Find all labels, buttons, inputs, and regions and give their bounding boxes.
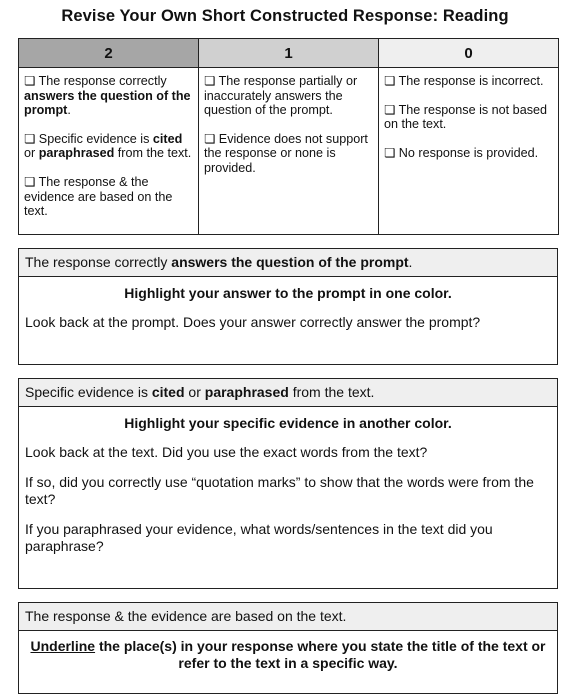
criterion-text: The response & the evidence are based on the text. xyxy=(24,174,173,219)
criterion-text-end: . xyxy=(67,103,71,118)
question-text: If so, did you correctly use “quotation marks” to show that the words were from the text? xyxy=(25,474,534,507)
section-body xyxy=(19,314,557,331)
criterion-not-based xyxy=(384,103,554,132)
header-text-end: . xyxy=(408,254,413,270)
criterion-text: The response partially or inaccurately answers the question of the prompt. xyxy=(204,74,358,118)
checkbox-icon: ❏ xyxy=(204,131,216,146)
criterion-text: No response is provided. xyxy=(398,145,539,160)
criterion-text: The response is incorrect. xyxy=(398,74,544,88)
header-text: Specific evidence is xyxy=(25,384,152,400)
rubric-col-0 xyxy=(379,68,559,235)
checkbox-icon: ❏ xyxy=(384,145,396,160)
checkbox-icon: ❏ xyxy=(384,102,396,117)
criterion-partial xyxy=(204,74,374,118)
rubric-header-row xyxy=(19,39,559,68)
criterion-no-support xyxy=(204,132,374,176)
header-text: The response correctly xyxy=(25,254,172,270)
section-instruction xyxy=(19,638,557,672)
header-text-end: from the text. xyxy=(288,384,375,400)
header-bold: answers the question of the prompt xyxy=(171,254,409,270)
criterion-text-end: from the text. xyxy=(114,146,192,161)
section-based-on-text xyxy=(18,602,558,694)
section-header xyxy=(19,249,557,277)
question-text: If you paraphrased your evidence, what words/sentences in the text did you paraphrase? xyxy=(25,521,493,554)
criterion-evidence-cited xyxy=(24,132,194,161)
section-evidence xyxy=(18,378,558,589)
criterion-bold: answers the question of the prompt xyxy=(24,88,191,118)
criterion-text-mid: or xyxy=(24,146,39,161)
section-body xyxy=(19,444,557,555)
rubric-table xyxy=(18,38,559,235)
section-instruction: Highlight your answer to the prompt in one color. xyxy=(124,285,452,301)
criterion-incorrect xyxy=(384,74,554,89)
rubric-col-1 xyxy=(199,68,379,235)
rubric-body-row xyxy=(19,68,559,235)
section-instruction: Highlight your specific evidence in another color. xyxy=(124,415,452,431)
page-title: Revise Your Own Short Constructed Response: Reading xyxy=(61,7,509,25)
header-bold: cited xyxy=(151,384,185,400)
rubric-header-0: 0 xyxy=(379,39,559,68)
criterion-answers-prompt xyxy=(24,74,194,118)
criterion-text: The response is not based on the text. xyxy=(384,102,547,132)
header-text-mid: or xyxy=(184,384,205,400)
question-text: Look back at the text. Did you use the exact words from the text? xyxy=(25,444,428,460)
section-header xyxy=(19,379,557,407)
checkbox-icon: ❏ xyxy=(24,174,36,189)
checkbox-icon: ❏ xyxy=(24,74,36,88)
instruction-underline: Underline xyxy=(30,638,96,654)
criterion-text: Specific evidence is xyxy=(38,131,153,146)
criterion-bold-2: paraphrased xyxy=(38,146,115,161)
checkbox-icon: ❏ xyxy=(384,74,396,88)
criterion-bold: cited xyxy=(152,131,183,146)
criterion-no-response xyxy=(384,146,554,161)
rubric-header-2: 2 xyxy=(19,39,199,68)
criterion-based-on-text xyxy=(24,175,194,219)
instruction-text: the place(s) in your response where you state the title of the text or refer to the text in a specific way. xyxy=(95,638,546,671)
question-text: Look back at the prompt. Does your answer correctly answer the prompt? xyxy=(25,314,481,330)
section-header: The response & the evidence are based on the text. xyxy=(19,603,557,631)
criterion-text: Evidence does not support the response or none is provided. xyxy=(204,131,368,175)
header-bold-2: paraphrased xyxy=(204,384,289,400)
checkbox-icon: ❏ xyxy=(24,131,36,146)
checkbox-icon: ❏ xyxy=(204,74,216,88)
criterion-text: The response correctly xyxy=(38,74,167,88)
section-answers-prompt xyxy=(18,248,558,365)
rubric-header-1: 1 xyxy=(199,39,379,68)
rubric-col-2 xyxy=(19,68,199,235)
